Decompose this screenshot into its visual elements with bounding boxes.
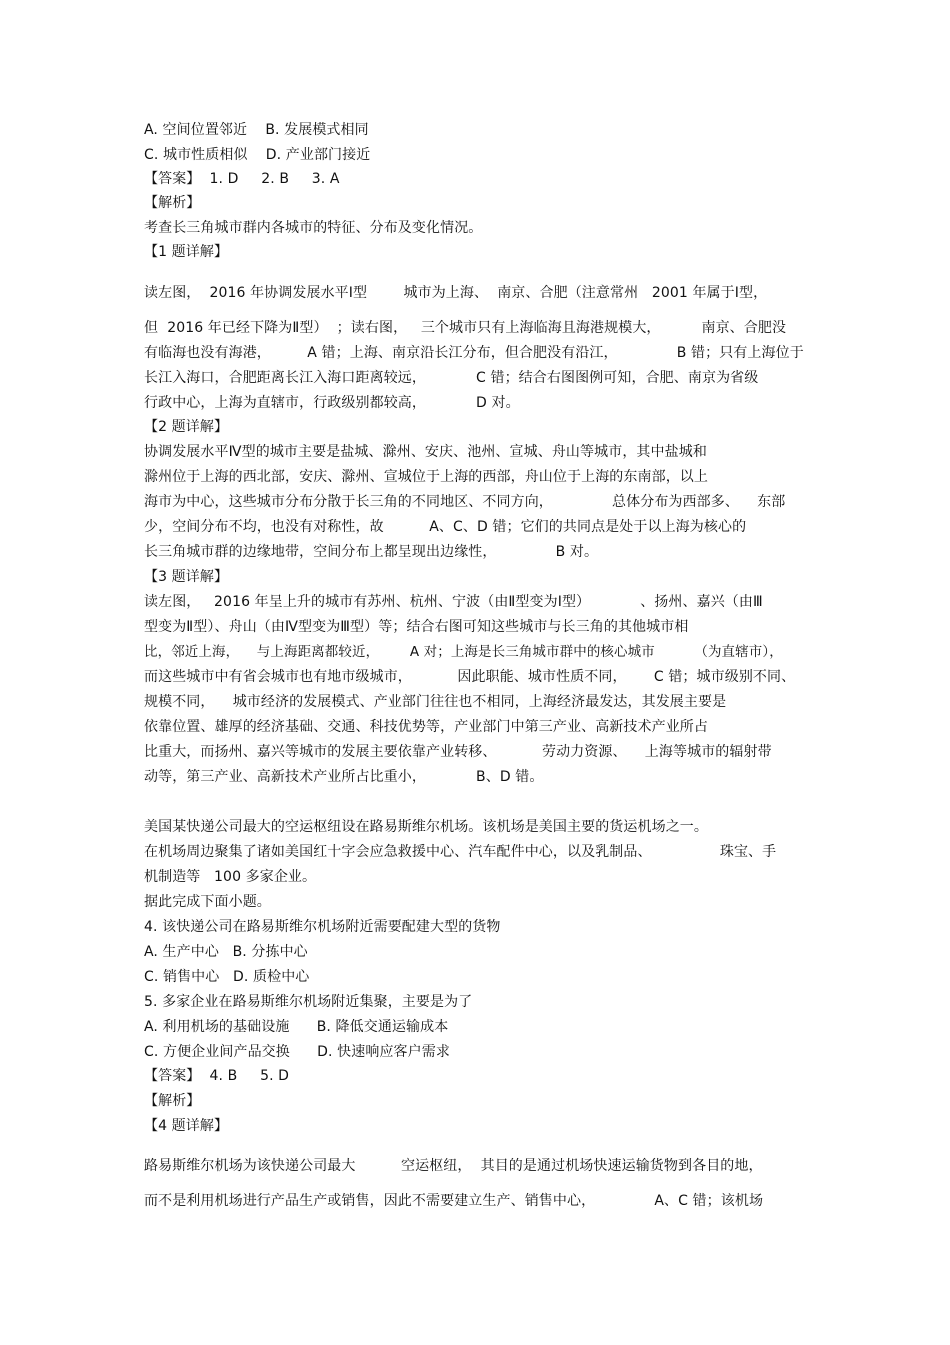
paragraph-line: 而不是利用机场进行产品生产或销售，因此不需要建立生产、销售中心， A、C 错；该机场: [144, 1193, 764, 1209]
question-line: 5. 多家企业在路易斯维尔机场附近集聚，主要是为了: [144, 994, 473, 1010]
paragraph-line: 依靠位置、雄厚的经济基础、交通、科技优势等，产业部门中第三产业、高新技术产业所占: [144, 719, 708, 735]
paragraph-line: 少，空间分布不均，也没有对称性，故 A、C、D 错；它们的共同点是处于以上海为核心的: [144, 519, 747, 535]
paragraph-line: 路易斯维尔机场为该快递公司最大 空运枢纽， 其目的是通过机场快速运输货物到各目的地，: [144, 1158, 763, 1174]
section-heading: 【解析】: [144, 195, 201, 211]
paragraph-line: 而这些城市中有省会城市也有地市级城市， 因此职能、城市性质不同， C 错；城市级别不同、: [144, 669, 796, 685]
paragraph-line: 读左图， 2016 年呈上升的城市有苏州、杭州、宁波（由Ⅱ型变为Ⅰ型） 、扬州、嘉兴（由Ⅲ: [144, 594, 763, 610]
section-heading: 【4 题详解】: [144, 1118, 229, 1134]
paragraph-line: 比重大，而扬州、嘉兴等城市的发展主要依靠产业转移、 劳动力资源、 上海等城市的辐射带: [144, 744, 772, 760]
paragraph-line: 机制造等 100 多家企业。: [144, 869, 317, 885]
paragraph-line: 读左图， 2016 年协调发展水平Ⅰ型 城市为上海、 南京、合肥（注意常州 2001 年属于Ⅰ型，: [144, 285, 768, 301]
paragraph-line: 比，邻近上海， 与上海距离都较近， A 对；上海是长三角城市群中的核心城市 （为直辖市），: [144, 644, 783, 660]
paragraph-line: 但 2016 年已经下降为Ⅱ型） ；读右图， 三个城市只有上海临海且海港规模大， 南京、合肥没: [144, 320, 787, 336]
paragraph-line: 考查长三角城市群内各城市的特征、分布及变化情况。: [144, 220, 483, 236]
section-heading: 【1 题详解】: [144, 244, 229, 260]
paragraph-line: 动等，第三产业、高新技术产业所占比重小， B、D 错。: [144, 769, 544, 785]
paragraph-line: 型变为Ⅱ型）、舟山（由Ⅳ型变为Ⅲ型）等；结合右图可知这些城市与长三角的其他城市相: [144, 619, 689, 635]
section-heading: 【解析】: [144, 1093, 201, 1109]
paragraph-line: 美国某快递公司最大的空运枢纽设在路易斯维尔机场。该机场是美国主要的货运机场之一。: [144, 819, 708, 835]
paragraph-line: 协调发展水平Ⅳ型的城市主要是盐城、滁州、安庆、池州、宣城、舟山等城市，其中盐城和: [144, 444, 707, 460]
option-line: C. 城市性质相似 D. 产业部门接近: [144, 147, 371, 163]
question-line: 4. 该快递公司在路易斯维尔机场附近需要配建大型的货物: [144, 919, 501, 935]
section-heading: 【3 题详解】: [144, 569, 229, 585]
paragraph-line: 长江入海口，合肥距离长江入海口距离较远， C 错；结合右图图例可知，合肥、南京为省级: [144, 370, 759, 386]
paragraph-line: 海市为中心，这些城市分布分散于长三角的不同地区、不同方向， 总体分布为西部多、 东部: [144, 494, 786, 510]
paragraph-line: 行政中心，上海为直辖市，行政级别都较高， D 对。: [144, 395, 520, 411]
option-line: C. 方便企业间产品交换 D. 快速响应客户需求: [144, 1044, 450, 1060]
answer-line: 【答案】 1. D 2. B 3. A: [144, 171, 340, 187]
paragraph-line: 据此完成下面小题。: [144, 894, 271, 910]
paragraph-line: 规模不同， 城市经济的发展模式、产业部门往往也不相同，上海经济最发达，其发展主要是: [144, 694, 727, 710]
answer-line: 【答案】 4. B 5. D: [144, 1068, 290, 1084]
section-heading: 【2 题详解】: [144, 419, 229, 435]
option-line: A. 空间位置邻近 B. 发展模式相同: [144, 122, 369, 138]
paragraph-line: 在机场周边聚集了诸如美国红十字会应急救援中心、汽车配件中心，以及乳制品、 珠宝、手: [144, 844, 777, 860]
paragraph-line: 长三角城市群的边缘地带，空间分布上都呈现出边缘性， B 对。: [144, 544, 599, 560]
option-line: A. 利用机场的基础设施 B. 降低交通运输成本: [144, 1019, 449, 1035]
option-line: A. 生产中心 B. 分拣中心: [144, 944, 308, 960]
paragraph-line: 有临海也没有海港， A 错；上海、南京沿长江分布，但合肥没有沿江， B 错；只有上海位于: [144, 345, 804, 361]
paragraph-line: 滁州位于上海的西北部，安庆、滁州、宣城位于上海的西部，舟山位于上海的东南部，以上: [144, 469, 708, 485]
option-line: C. 销售中心 D. 质检中心: [144, 969, 310, 985]
